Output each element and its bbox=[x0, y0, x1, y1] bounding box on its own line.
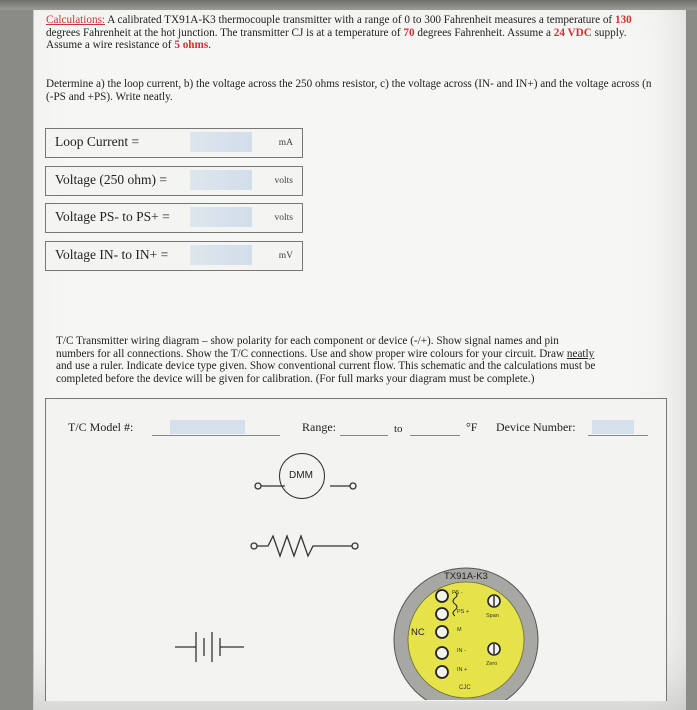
wiring-line3: and use a ruler. Indicate device type given. Show conventional current flow. This schematic and the calculations must be bbox=[56, 360, 596, 373]
field-unit: mV bbox=[278, 251, 293, 261]
pin-ps-plus: PS + bbox=[457, 609, 470, 615]
question-line2: (-PS and +PS). Write neatly. bbox=[46, 90, 173, 103]
field-label: Loop Current = bbox=[55, 134, 140, 149]
span-label: Span bbox=[486, 613, 499, 619]
field-unit: mA bbox=[278, 138, 293, 148]
cjc-label: CJC bbox=[459, 685, 471, 691]
wiring-line2: numbers for all connections. Show the T/C connections. Use and show proper wire colours for your circuit. Draw bbox=[56, 347, 565, 360]
range-label: Range: bbox=[302, 420, 336, 434]
supply-voltage: 24 VDC bbox=[553, 26, 592, 39]
device-title: TX91A-K3 bbox=[444, 571, 488, 582]
wiring-line4: completed before the device will be given for calibration. (For full marks your diagram must be complete.) bbox=[56, 372, 535, 385]
pin-ps-minus: PS - bbox=[452, 590, 463, 596]
wire-resistance: 5 ohms bbox=[174, 39, 209, 52]
field-label: Voltage (250 ohm) = bbox=[55, 172, 167, 187]
resistor-symbol bbox=[251, 536, 358, 556]
battery-symbol bbox=[175, 632, 244, 662]
wiring-neatly: neatly bbox=[566, 347, 595, 360]
range-to-label: to bbox=[394, 423, 403, 435]
calc-line2c: supply. bbox=[594, 26, 627, 39]
field-unit: volts bbox=[274, 213, 293, 223]
calculations-label: Calculations: bbox=[46, 14, 106, 26]
field-label: Voltage PS- to PS+ = bbox=[55, 209, 170, 224]
zero-label: Zero bbox=[486, 661, 498, 667]
field-label: Voltage IN- to IN+ = bbox=[55, 247, 169, 262]
question-line1: Determine a) the loop current, b) the voltage across the 250 ohms resistor, c) the voltage across (IN- and IN+) and the voltage across (n bbox=[46, 78, 652, 90]
cj-temp: 70 bbox=[403, 26, 415, 39]
dmm-label: DMM bbox=[289, 470, 313, 481]
calc-line2: degrees Fahrenheit at the hot junction. The transmitter CJ is at a temperature of bbox=[46, 26, 401, 39]
calc-line1: A calibrated TX91A-K3 thermocouple transmitter with a range of 0 to 300 Fahrenheit measures a temperature of bbox=[107, 14, 613, 26]
field-unit: volts bbox=[274, 176, 293, 186]
calc-line3: Assume a wire resistance of bbox=[46, 39, 172, 52]
tc-model-label: T/C Model #: bbox=[68, 420, 134, 434]
pin-in-plus: IN + bbox=[457, 667, 468, 673]
pin-in-minus: IN - bbox=[457, 648, 466, 654]
calc-line3b: . bbox=[208, 39, 211, 52]
calc-line2b: degrees Fahrenheit. Assume a bbox=[417, 26, 551, 39]
nc-label: NC bbox=[411, 627, 425, 638]
pin-m: M bbox=[457, 627, 462, 633]
wiring-line1: T/C Transmitter wiring diagram – show polarity for each component or device (-/+). Show signal names and pin bbox=[56, 335, 559, 347]
hot-junction-temp: 130 bbox=[614, 14, 632, 26]
device-number-label: Device Number: bbox=[496, 420, 576, 434]
fahrenheit-label: °F bbox=[466, 420, 478, 434]
